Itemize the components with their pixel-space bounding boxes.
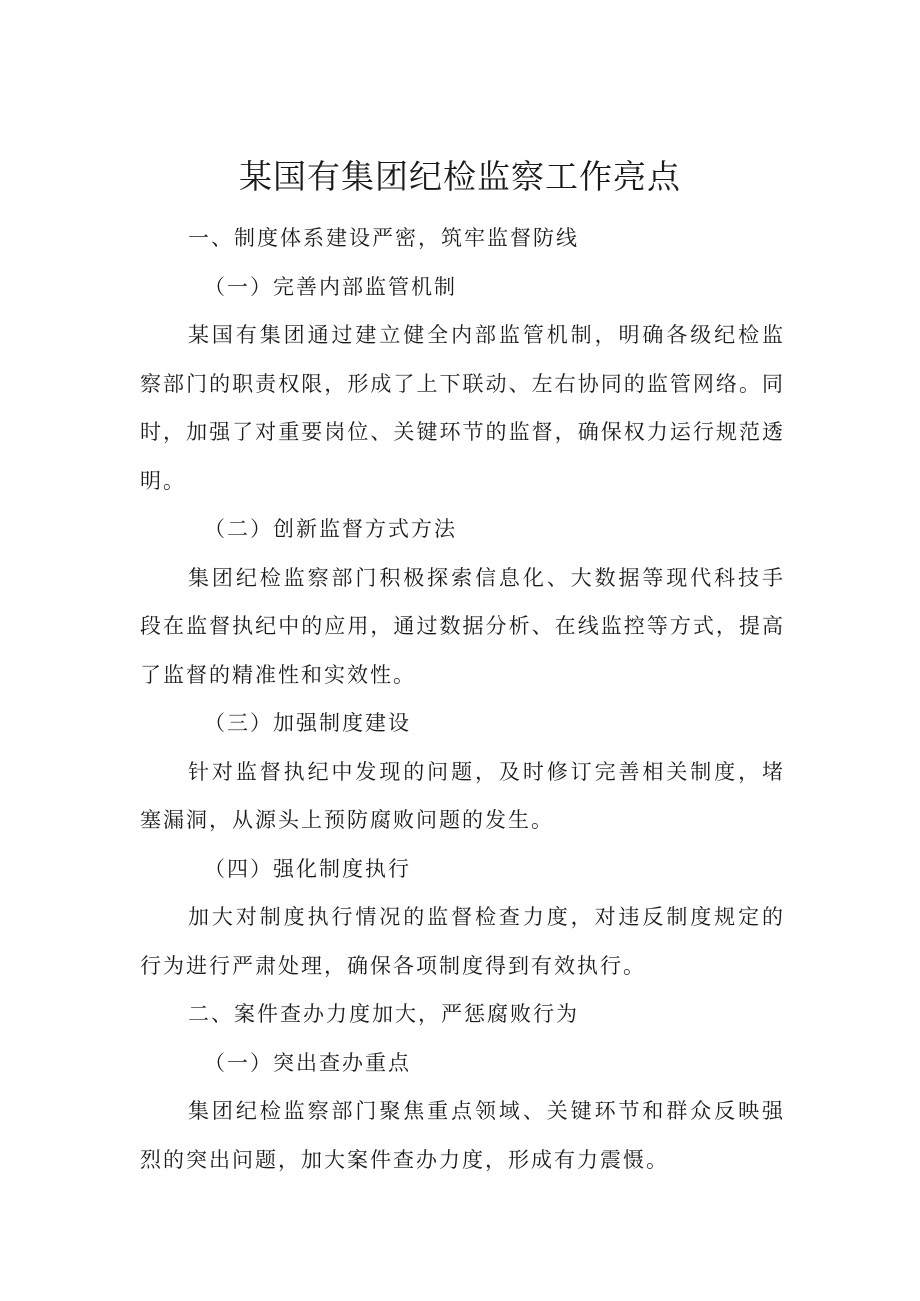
subsection-heading-2-1: （一）突出查办重点	[204, 1050, 411, 1075]
subsection-heading-1-1: （一）完善内部监管机制	[204, 274, 457, 299]
subsection-heading-1-3: （三）加强制度建设	[204, 711, 411, 735]
section-heading-2: 二、案件查办力度加大，严惩腐败行为	[188, 1002, 579, 1026]
document-title: 某国有集团纪检监察工作亮点	[239, 157, 681, 196]
paragraph-1-3: 针对监督执纪中发现的问题，及时修订完善相关制度，堵塞漏洞，从源头上预防腐败问题的发生。	[140, 759, 785, 832]
subsection-heading-1-4: （四）强化制度执行	[204, 856, 411, 881]
paragraph-1-2: 集团纪检监察部门积极探索信息化、大数据等现代科技手段在监督执纪中的应用，通过数据分析、在线监控等方式，提高了监督的精准性和实效性。	[140, 565, 785, 687]
paragraph-1-1: 某国有集团通过建立健全内部监管机制，明确各级纪检监察部门的职责权限，形成了上下联动、左右协同的监管网络。同时，加强了对重要岗位、关键环节的监督，确保权力运行规范透明。	[140, 323, 785, 493]
paragraph-2-1: 集团纪检监察部门聚焦重点领域、关键环节和群众反映强烈的突出问题，加大案件查办力度，形成有力震慑。	[140, 1099, 785, 1172]
paragraph-1-4: 加大对制度执行情况的监督检查力度，对违反制度规定的行为进行严肃处理，确保各项制度得到有效执行。	[140, 905, 785, 978]
subsection-heading-1-2: （二）创新监督方式方法	[204, 517, 457, 541]
section-heading-1: 一、制度体系建设严密，筑牢监督防线	[188, 226, 579, 250]
document-body	[140, 214, 785, 1184]
